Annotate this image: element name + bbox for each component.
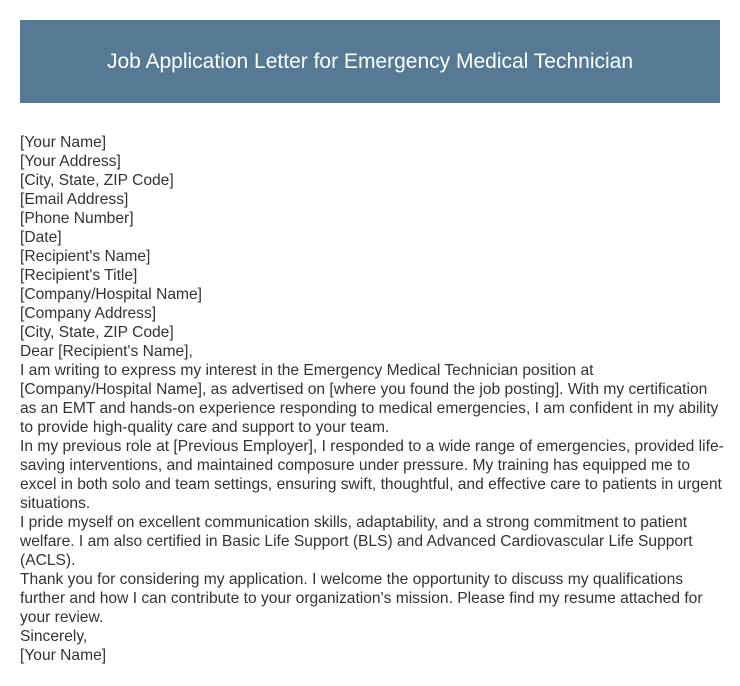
letter-date: [Date] [20, 229, 62, 246]
recipient-address: [Company Address] [20, 305, 157, 322]
sender-email: [Email Address] [20, 191, 129, 208]
paragraph-experience: In my previous role at [Previous Employer], I responded to a wide range of emergencies, provided life-saving interventions, and maintained composure under pressure. My training has equipped me to excel in both solo and team settings, ensuring swift, thoughtful, and effective care to patients in urgent situations. [20, 438, 724, 512]
signature: [Your Name] [20, 647, 107, 664]
recipient-block [20, 247, 725, 342]
sender-city: [City, State, ZIP Code] [20, 172, 174, 189]
recipient-title: [Recipient's Title] [20, 267, 138, 284]
recipient-name: [Recipient's Name] [20, 248, 151, 265]
paragraph-intro: I am writing to express my interest in the Emergency Medical Technician position at [Company/Hospital Name], as advertised on [where you found the job posting]. With my certification as an EMT and hands-on experience responding to medical emergencies, I am confident in my ability to provide high-quality care and support to your team. [20, 362, 719, 436]
letter-body [20, 133, 725, 665]
sender-address: [Your Address] [20, 153, 121, 170]
paragraph-skills: I pride myself on excellent communication skills, adaptability, and a strong commitment to patient welfare. I am also certified in Basic Life Support (BLS) and Advanced Cardiovascular Life Support (ACLS). [20, 514, 693, 569]
page-header [20, 20, 720, 103]
recipient-city: [City, State, ZIP Code] [20, 324, 174, 341]
sender-name: [Your Name] [20, 134, 107, 151]
closing: Sincerely, [20, 628, 88, 645]
sender-block [20, 133, 725, 247]
paragraph-closing: Thank you for considering my application. I welcome the opportunity to discuss my qualifications further and how I can contribute to your organization's mission. Please find my resume attached for your review. [20, 571, 703, 626]
recipient-company: [Company/Hospital Name] [20, 286, 203, 303]
salutation: Dear [Recipient's Name], [20, 343, 193, 360]
sender-phone: [Phone Number] [20, 210, 134, 227]
page-title: Job Application Letter for Emergency Medical Technician [106, 49, 634, 73]
